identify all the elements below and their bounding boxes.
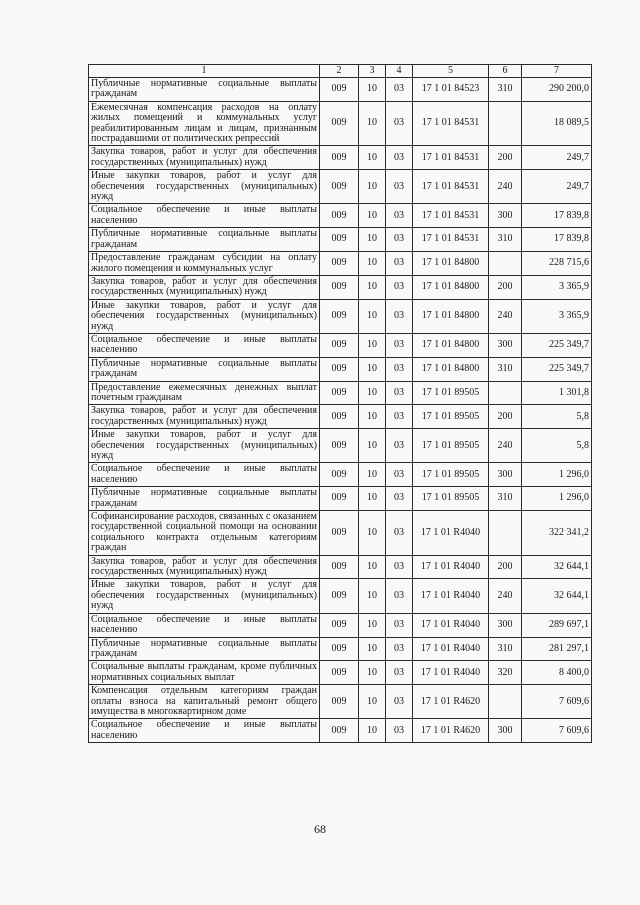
row-name-cell: Публичные нормативные социальные выплаты гражданам <box>89 78 320 102</box>
row-name-cell: Публичные нормативные социальные выплаты гражданам <box>89 637 320 661</box>
row-vr-cell: 200 <box>489 405 522 429</box>
row-sum-cell: 7 609,6 <box>522 685 592 719</box>
row-sum-cell: 1 296,0 <box>522 487 592 511</box>
row-name-cell: Иные закупки товаров, работ и услуг для обеспечения государственных (муниципальных) нужд <box>89 170 320 204</box>
row-name-cell: Иные закупки товаров, работ и услуг для обеспечения государственных (муниципальных) нужд <box>89 429 320 463</box>
row-sum-cell: 228 715,6 <box>522 252 592 276</box>
row-name-cell: Социальное обеспечение и иные выплаты населению <box>89 333 320 357</box>
row-rz-cell: 10 <box>359 101 386 146</box>
header-cell-gr: 2 <box>320 65 359 78</box>
row-vr-cell: 310 <box>489 357 522 381</box>
row-rz-cell: 10 <box>359 333 386 357</box>
row-vr-cell <box>489 101 522 146</box>
row-sum-cell: 3 365,9 <box>522 299 592 333</box>
row-vr-cell: 310 <box>489 228 522 252</box>
row-pr-cell: 03 <box>386 381 413 405</box>
header-cell-pr: 4 <box>386 65 413 78</box>
row-name-cell: Публичные нормативные социальные выплаты гражданам <box>89 228 320 252</box>
row-pr-cell: 03 <box>386 429 413 463</box>
header-cell-vr: 6 <box>489 65 522 78</box>
table-row <box>89 613 592 637</box>
row-gr-cell: 009 <box>320 333 359 357</box>
row-gr-cell: 009 <box>320 429 359 463</box>
row-gr-cell: 009 <box>320 487 359 511</box>
row-csr-cell: 17 1 01 89505 <box>413 463 489 487</box>
row-gr-cell: 009 <box>320 146 359 170</box>
row-csr-cell: 17 1 01 R4040 <box>413 637 489 661</box>
row-name-cell: Закупка товаров, работ и услуг для обеспечения государственных (муниципальных) нужд <box>89 275 320 299</box>
row-name-cell: Ежемесячная компенсация расходов на оплату жилых помещений и коммунальных услуг реабилитированным лицам и лицам, признанным пострадавшими от политических репрессий <box>89 101 320 146</box>
header-cell-name: 1 <box>89 65 320 78</box>
table-row <box>89 719 592 743</box>
row-name-cell: Публичные нормативные социальные выплаты гражданам <box>89 357 320 381</box>
row-csr-cell: 17 1 01 84800 <box>413 333 489 357</box>
row-sum-cell: 322 341,2 <box>522 511 592 556</box>
row-rz-cell: 10 <box>359 275 386 299</box>
row-sum-cell: 32 644,1 <box>522 579 592 613</box>
row-pr-cell: 03 <box>386 252 413 276</box>
row-rz-cell: 10 <box>359 637 386 661</box>
budget-table <box>88 64 592 743</box>
row-sum-cell: 289 697,1 <box>522 613 592 637</box>
row-csr-cell: 17 1 01 84531 <box>413 228 489 252</box>
row-csr-cell: 17 1 01 84800 <box>413 252 489 276</box>
row-vr-cell: 300 <box>489 613 522 637</box>
table-row <box>89 333 592 357</box>
table-body <box>89 78 592 743</box>
row-pr-cell: 03 <box>386 333 413 357</box>
row-sum-cell: 3 365,9 <box>522 275 592 299</box>
header-cell-sum: 7 <box>522 65 592 78</box>
row-csr-cell: 17 1 01 R4040 <box>413 613 489 637</box>
row-vr-cell: 240 <box>489 299 522 333</box>
table-row <box>89 101 592 146</box>
table-row <box>89 463 592 487</box>
row-csr-cell: 17 1 01 89505 <box>413 381 489 405</box>
row-csr-cell: 17 1 01 89505 <box>413 487 489 511</box>
header-cell-rz: 3 <box>359 65 386 78</box>
row-csr-cell: 17 1 01 R4620 <box>413 685 489 719</box>
row-rz-cell: 10 <box>359 170 386 204</box>
row-vr-cell <box>489 511 522 556</box>
row-name-cell: Закупка товаров, работ и услуг для обеспечения государственных (муниципальных) нужд <box>89 405 320 429</box>
row-gr-cell: 009 <box>320 405 359 429</box>
row-rz-cell: 10 <box>359 405 386 429</box>
row-csr-cell: 17 1 01 R4040 <box>413 555 489 579</box>
row-name-cell: Социальное обеспечение и иные выплаты населению <box>89 204 320 228</box>
table-row <box>89 579 592 613</box>
row-rz-cell: 10 <box>359 146 386 170</box>
row-name-cell: Иные закупки товаров, работ и услуг для обеспечения государственных (муниципальных) нужд <box>89 579 320 613</box>
row-pr-cell: 03 <box>386 555 413 579</box>
row-rz-cell: 10 <box>359 463 386 487</box>
row-vr-cell: 310 <box>489 78 522 102</box>
row-sum-cell: 5,8 <box>522 405 592 429</box>
row-name-cell: Компенсация отдельным категориям граждан оплаты взноса на капитальный ремонт общего имущества в многоквартирном доме <box>89 685 320 719</box>
row-pr-cell: 03 <box>386 511 413 556</box>
row-rz-cell: 10 <box>359 228 386 252</box>
row-csr-cell: 17 1 01 R4040 <box>413 579 489 613</box>
row-csr-cell: 17 1 01 89505 <box>413 429 489 463</box>
row-vr-cell: 300 <box>489 204 522 228</box>
row-csr-cell: 17 1 01 84800 <box>413 357 489 381</box>
row-gr-cell: 009 <box>320 78 359 102</box>
row-rz-cell: 10 <box>359 357 386 381</box>
row-sum-cell: 17 839,8 <box>522 228 592 252</box>
row-csr-cell: 17 1 01 84800 <box>413 275 489 299</box>
row-sum-cell: 32 644,1 <box>522 555 592 579</box>
table-row <box>89 204 592 228</box>
row-rz-cell: 10 <box>359 555 386 579</box>
row-pr-cell: 03 <box>386 146 413 170</box>
row-sum-cell: 1 296,0 <box>522 463 592 487</box>
row-name-cell: Предоставление гражданам субсидии на оплату жилого помещения и коммунальных услуг <box>89 252 320 276</box>
table-row <box>89 429 592 463</box>
row-gr-cell: 009 <box>320 613 359 637</box>
table-row <box>89 299 592 333</box>
row-pr-cell: 03 <box>386 357 413 381</box>
row-pr-cell: 03 <box>386 78 413 102</box>
row-rz-cell: 10 <box>359 252 386 276</box>
row-vr-cell: 300 <box>489 333 522 357</box>
row-name-cell: Социальные выплаты гражданам, кроме публичных нормативных социальных выплат <box>89 661 320 685</box>
row-name-cell: Публичные нормативные социальные выплаты гражданам <box>89 487 320 511</box>
row-vr-cell: 320 <box>489 661 522 685</box>
row-sum-cell: 5,8 <box>522 429 592 463</box>
row-sum-cell: 249,7 <box>522 146 592 170</box>
row-name-cell: Социальное обеспечение и иные выплаты населению <box>89 613 320 637</box>
table-row <box>89 252 592 276</box>
row-gr-cell: 009 <box>320 719 359 743</box>
row-csr-cell: 17 1 01 84531 <box>413 146 489 170</box>
row-gr-cell: 009 <box>320 275 359 299</box>
row-pr-cell: 03 <box>386 275 413 299</box>
table-row <box>89 357 592 381</box>
row-pr-cell: 03 <box>386 579 413 613</box>
row-csr-cell: 17 1 01 84800 <box>413 299 489 333</box>
row-gr-cell: 009 <box>320 381 359 405</box>
row-rz-cell: 10 <box>359 78 386 102</box>
row-csr-cell: 17 1 01 R4040 <box>413 511 489 556</box>
row-pr-cell: 03 <box>386 204 413 228</box>
row-sum-cell: 249,7 <box>522 170 592 204</box>
row-gr-cell: 009 <box>320 463 359 487</box>
row-vr-cell <box>489 685 522 719</box>
table-row <box>89 637 592 661</box>
row-rz-cell: 10 <box>359 719 386 743</box>
table-row <box>89 381 592 405</box>
row-rz-cell: 10 <box>359 613 386 637</box>
row-pr-cell: 03 <box>386 685 413 719</box>
row-name-cell: Социальное обеспечение и иные выплаты населению <box>89 719 320 743</box>
row-rz-cell: 10 <box>359 204 386 228</box>
row-pr-cell: 03 <box>386 101 413 146</box>
row-gr-cell: 009 <box>320 101 359 146</box>
table-row <box>89 78 592 102</box>
row-vr-cell: 200 <box>489 555 522 579</box>
row-gr-cell: 009 <box>320 637 359 661</box>
table-row <box>89 170 592 204</box>
row-sum-cell: 17 839,8 <box>522 204 592 228</box>
row-name-cell: Софинансирование расходов, связанных с оказанием государственной социальной помощи на основании социального контракта отдельным категориям граждан <box>89 511 320 556</box>
row-vr-cell: 300 <box>489 719 522 743</box>
row-pr-cell: 03 <box>386 719 413 743</box>
row-pr-cell: 03 <box>386 613 413 637</box>
row-name-cell: Иные закупки товаров, работ и услуг для обеспечения государственных (муниципальных) нужд <box>89 299 320 333</box>
table-row <box>89 146 592 170</box>
row-csr-cell: 17 1 01 R4040 <box>413 661 489 685</box>
row-vr-cell: 240 <box>489 579 522 613</box>
table-row <box>89 405 592 429</box>
row-sum-cell: 1 301,8 <box>522 381 592 405</box>
row-vr-cell <box>489 252 522 276</box>
row-gr-cell: 009 <box>320 228 359 252</box>
row-sum-cell: 290 200,0 <box>522 78 592 102</box>
row-sum-cell: 225 349,7 <box>522 357 592 381</box>
row-rz-cell: 10 <box>359 579 386 613</box>
row-gr-cell: 009 <box>320 661 359 685</box>
row-pr-cell: 03 <box>386 463 413 487</box>
row-name-cell: Предоставление ежемесячных денежных выплат почетным гражданам <box>89 381 320 405</box>
row-csr-cell: 17 1 01 89505 <box>413 405 489 429</box>
table-header-row <box>89 65 592 78</box>
row-sum-cell: 7 609,6 <box>522 719 592 743</box>
row-pr-cell: 03 <box>386 405 413 429</box>
row-name-cell: Закупка товаров, работ и услуг для обеспечения государственных (муниципальных) нужд <box>89 146 320 170</box>
row-pr-cell: 03 <box>386 170 413 204</box>
header-cell-csr: 5 <box>413 65 489 78</box>
row-sum-cell: 8 400,0 <box>522 661 592 685</box>
row-rz-cell: 10 <box>359 381 386 405</box>
row-rz-cell: 10 <box>359 511 386 556</box>
row-csr-cell: 17 1 01 84531 <box>413 101 489 146</box>
row-pr-cell: 03 <box>386 299 413 333</box>
row-vr-cell: 300 <box>489 463 522 487</box>
row-gr-cell: 009 <box>320 299 359 333</box>
row-gr-cell: 009 <box>320 170 359 204</box>
table-row <box>89 555 592 579</box>
row-csr-cell: 17 1 01 84531 <box>413 204 489 228</box>
row-name-cell: Закупка товаров, работ и услуг для обеспечения государственных (муниципальных) нужд <box>89 555 320 579</box>
row-vr-cell <box>489 381 522 405</box>
page-number: 68 <box>314 822 326 836</box>
row-csr-cell: 17 1 01 84523 <box>413 78 489 102</box>
row-rz-cell: 10 <box>359 685 386 719</box>
row-csr-cell: 17 1 01 R4620 <box>413 719 489 743</box>
row-gr-cell: 009 <box>320 685 359 719</box>
table-row <box>89 685 592 719</box>
row-gr-cell: 009 <box>320 204 359 228</box>
row-csr-cell: 17 1 01 84531 <box>413 170 489 204</box>
row-vr-cell: 310 <box>489 487 522 511</box>
row-rz-cell: 10 <box>359 299 386 333</box>
row-vr-cell: 200 <box>489 146 522 170</box>
row-sum-cell: 225 349,7 <box>522 333 592 357</box>
row-rz-cell: 10 <box>359 487 386 511</box>
row-sum-cell: 18 089,5 <box>522 101 592 146</box>
row-vr-cell: 310 <box>489 637 522 661</box>
row-gr-cell: 009 <box>320 555 359 579</box>
row-sum-cell: 281 297,1 <box>522 637 592 661</box>
row-pr-cell: 03 <box>386 661 413 685</box>
row-pr-cell: 03 <box>386 637 413 661</box>
row-vr-cell: 240 <box>489 429 522 463</box>
table-row <box>89 275 592 299</box>
table-row <box>89 487 592 511</box>
row-vr-cell: 200 <box>489 275 522 299</box>
row-gr-cell: 009 <box>320 579 359 613</box>
table-row <box>89 511 592 556</box>
row-vr-cell: 240 <box>489 170 522 204</box>
row-gr-cell: 009 <box>320 357 359 381</box>
row-name-cell: Социальное обеспечение и иные выплаты населению <box>89 463 320 487</box>
row-pr-cell: 03 <box>386 228 413 252</box>
row-pr-cell: 03 <box>386 487 413 511</box>
table-row <box>89 228 592 252</box>
row-gr-cell: 009 <box>320 252 359 276</box>
table-row <box>89 661 592 685</box>
row-gr-cell: 009 <box>320 511 359 556</box>
row-rz-cell: 10 <box>359 661 386 685</box>
row-rz-cell: 10 <box>359 429 386 463</box>
